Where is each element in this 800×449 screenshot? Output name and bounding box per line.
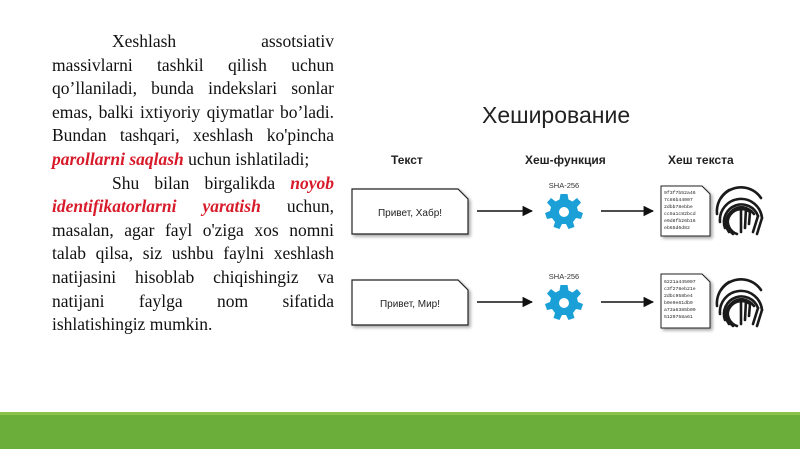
hash-line: a73a6385b09	[664, 308, 696, 313]
fingerprint-icon	[717, 279, 762, 326]
p2-emphasis: noyob identifikatorlarni yaratish	[52, 172, 334, 217]
column-header-hash-text: Хеш текста	[668, 153, 734, 167]
hash-line: cc5a1c82bcd	[664, 212, 696, 217]
gear-icon	[545, 194, 583, 229]
gear-icon	[545, 285, 583, 320]
hash-line: e9d8fb26b16	[664, 219, 696, 224]
hash-line: c3f278eb21e	[664, 287, 696, 292]
footer-bar	[0, 415, 800, 449]
hash-line: 5120758a61	[664, 315, 693, 320]
p2-text-a: Shu bilan birgalikda	[112, 172, 291, 193]
algo-label-2: SHA-256	[548, 272, 580, 281]
hash-line: 2dbc958be4	[664, 294, 693, 299]
p1-text-a: Xeshlash assotsiativ massivlarni tashkil qilish uchun qo’llaniladi, bunda indekslari sonlar emas, balki ixtiyoriy qiymatlar bo’ladi. Bundan tashqari, xeshlash ko'pincha	[52, 31, 334, 146]
hash-line: eb65d6d82	[664, 226, 690, 231]
hash-line: 6221a445007	[664, 280, 696, 285]
column-header-hash-function: Хеш-функция	[525, 153, 606, 167]
p2-text-b: uchun, masalan, agar fayl o'ziga xos nomni talab qilsa, siz ushbu faylni xeshlash natijasini hisoblab chiqishingiz va natijani faylga nom sifatida ishlatishingiz mumkin.	[52, 196, 334, 335]
column-header-text: Текст	[391, 153, 423, 167]
fingerprint-icon	[717, 187, 762, 234]
hash-card-2	[661, 274, 710, 328]
hash-line: 9f3f7b52a46	[664, 191, 696, 196]
input-text-1: Привет, Хабр!	[377, 208, 443, 219]
hash-card-1	[661, 186, 710, 236]
p1-emphasis: parollarni saqlash	[52, 148, 184, 169]
p1-text-b: uchun ishlatiladi;	[183, 148, 310, 169]
hash-line: 2dbb78ebbe	[664, 205, 693, 210]
hash-line: 7c86b44007	[664, 198, 693, 203]
input-text-2: Привет, Мир!	[379, 299, 441, 310]
diagram-title: Хеширование	[482, 102, 631, 128]
algo-label-1: SHA-256	[548, 181, 580, 190]
hash-line: b0e9e61db9	[664, 301, 693, 306]
